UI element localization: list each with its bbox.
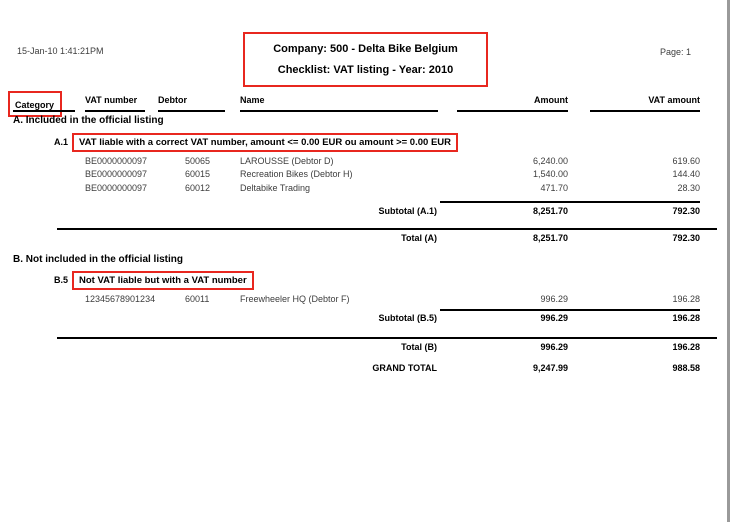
report-datetime: 15-Jan-10 1:41:21PM: [17, 46, 104, 56]
cell-debtor: 60015: [185, 169, 211, 179]
subtotal-rule-b: [440, 309, 700, 311]
header-underline-vat-number: [85, 110, 145, 112]
section-b-category-label: Not VAT liable but with a VAT number: [79, 275, 247, 286]
cell-debtor: 60011: [185, 294, 210, 304]
section-a-category-highlight: [72, 133, 458, 152]
header-underline-name: [240, 110, 438, 112]
total-label: Total (B): [401, 342, 437, 352]
column-header-debtor: Debtor: [158, 95, 187, 105]
report-title-box: [243, 32, 488, 87]
column-header-vat-number: VAT number: [85, 95, 138, 105]
cell-vat-amount: 28.30: [677, 183, 700, 193]
column-header-name: Name: [240, 95, 265, 105]
cell-name: Deltabike Trading: [240, 183, 311, 193]
cell-amount: 996.29: [540, 294, 568, 304]
section-a-category-code: A.1: [53, 137, 68, 147]
subtotal-vat-amount: 196.28: [672, 313, 700, 323]
total-row-b: [0, 342, 727, 354]
table-row: [0, 156, 727, 168]
cell-vat-number: BE0000000097: [85, 169, 148, 179]
page-number: Page: 1: [659, 47, 691, 57]
header-underline-debtor: [158, 110, 225, 112]
total-label: Total (A): [401, 233, 437, 243]
section-b-category-highlight: [72, 271, 254, 290]
cell-debtor: 60012: [185, 183, 211, 193]
section-a-category-label: VAT liable with a correct VAT number, amount <= 0.00 EUR ou amount >= 0.00 EUR: [79, 137, 451, 148]
cell-vat-amount: 196.28: [672, 294, 700, 304]
cell-name: Recreation Bikes (Debtor H): [240, 169, 353, 179]
grand-total-vat-amount: 988.58: [672, 363, 700, 373]
total-amount: 8,251.70: [532, 233, 568, 243]
table-row: [0, 183, 727, 195]
subtotal-vat-amount: 792.30: [672, 206, 700, 216]
column-header-category: Category: [15, 100, 55, 110]
table-row: [0, 294, 727, 306]
header-underline-vat-amount: [590, 110, 700, 112]
grand-total-amount: 9,247.99: [532, 363, 568, 373]
cell-vat-amount: 619.60: [672, 156, 700, 166]
subtotal-rule-a: [440, 201, 700, 203]
cell-vat-number: BE0000000097: [85, 156, 148, 166]
cell-name: Freewheeler HQ (Debtor F): [240, 294, 350, 304]
report-title-checklist: Checklist: VAT listing - Year: 2010: [277, 64, 454, 76]
total-rule-a: [57, 228, 717, 230]
grand-total-row: [0, 363, 727, 375]
cell-amount: 471.70: [540, 183, 568, 193]
subtotal-row-a: [0, 206, 727, 218]
subtotal-amount: 8,251.70: [532, 206, 568, 216]
total-amount: 996.29: [540, 342, 568, 352]
cell-amount: 1,540.00: [532, 169, 568, 179]
subtotal-row-b: [0, 313, 727, 325]
subtotal-label: Subtotal (B.5): [378, 313, 437, 323]
column-header-amount: Amount: [534, 95, 568, 105]
total-vat-amount: 792.30: [672, 233, 700, 243]
total-rule-b: [57, 337, 717, 339]
cell-vat-number: 12345678901234: [85, 294, 156, 304]
cell-debtor: 50065: [185, 156, 211, 166]
cell-vat-amount: 144.40: [672, 169, 700, 179]
total-row-a: [0, 233, 727, 245]
header-underline-category: [13, 110, 75, 112]
report-title-company: Company: 500 - Delta Bike Belgium: [273, 43, 458, 55]
section-b-heading: B. Not included in the official listing: [13, 254, 183, 265]
column-header-vat-amount: VAT amount: [648, 95, 700, 105]
total-vat-amount: 196.28: [672, 342, 700, 352]
header-underline-amount: [457, 110, 568, 112]
cell-amount: 6,240.00: [532, 156, 568, 166]
subtotal-amount: 996.29: [540, 313, 568, 323]
cell-vat-number: BE0000000097: [85, 183, 148, 193]
category-header-highlight: [8, 91, 62, 117]
section-a-heading: A. Included in the official listing: [13, 115, 164, 126]
grand-total-label: GRAND TOTAL: [372, 363, 437, 373]
table-row: [0, 169, 727, 181]
section-b-category-code: B.5: [53, 275, 68, 285]
subtotal-label: Subtotal (A.1): [378, 206, 437, 216]
cell-name: LAROUSSE (Debtor D): [240, 156, 334, 166]
